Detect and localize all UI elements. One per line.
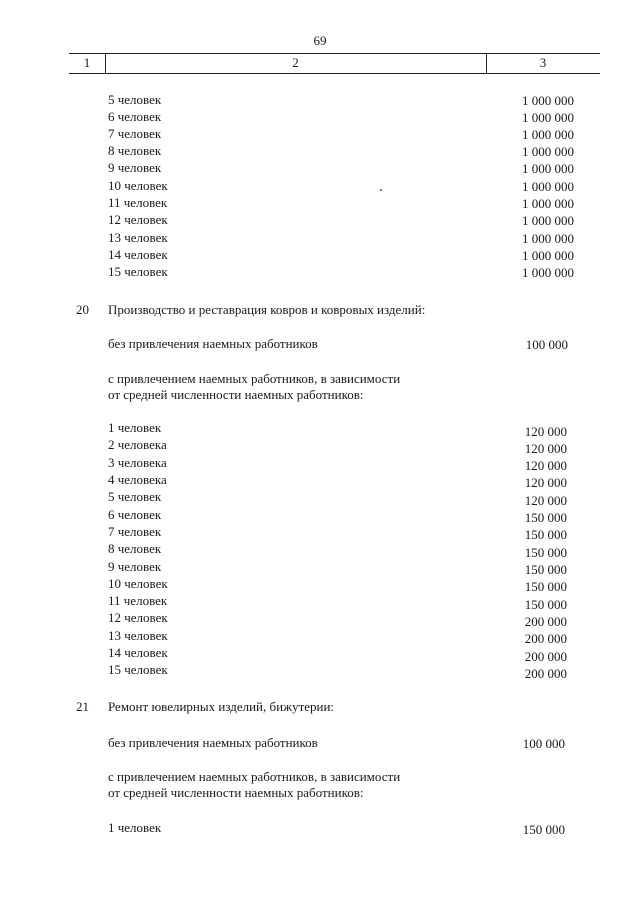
row-value: 200 000 [524, 666, 567, 681]
header-col-3: 3 [539, 55, 547, 70]
row-value: 120 000 [524, 458, 567, 473]
hired-text-line2: от средней численности наемных работников: [108, 387, 364, 402]
row-label: 1 человек [108, 420, 162, 435]
row-value: 200 000 [524, 631, 567, 646]
row-label: 9 человек [108, 559, 162, 574]
row-label: 8 человек [108, 143, 162, 158]
row-value: 1 000 000 [522, 127, 574, 142]
row-value: 150 000 [524, 579, 567, 594]
row-value: 200 000 [524, 649, 567, 664]
row-label: 10 человек [108, 178, 168, 193]
row-label: 11 человек [108, 195, 168, 210]
row-value: 120 000 [524, 424, 567, 439]
page-number: 69 [313, 33, 327, 48]
header-top-rule [69, 53, 600, 54]
row-value: 150 000 [524, 562, 567, 577]
row-value: 150 000 [524, 545, 567, 560]
hired-text-line1: с привлечением наемных работников, в зависимости [108, 371, 401, 386]
row-label: 12 человек [108, 610, 168, 625]
row-label: 2 человека [108, 437, 167, 452]
row-label: 9 человек [108, 160, 162, 175]
table-header [69, 53, 600, 74]
section-number: 21 [76, 699, 89, 714]
row-value: 1 000 000 [522, 231, 574, 246]
no-hired-value: 100 000 [525, 337, 568, 352]
row-value: 1 000 000 [522, 110, 574, 125]
row-value: 150 000 [524, 597, 567, 612]
row-label: 14 человек [108, 645, 168, 660]
row-label: 12 человек [108, 212, 168, 227]
row-label: 10 человек [108, 576, 168, 591]
header-bottom-rule [69, 73, 600, 74]
row-label: 5 человек [108, 92, 162, 107]
row-value: 1 000 000 [522, 144, 574, 159]
header-col-1: 1 [83, 55, 91, 70]
section-title: Производство и реставрация ковров и ковровых изделий: [108, 302, 426, 317]
row-label: 15 человек [108, 264, 168, 279]
row-value: 1 000 000 [522, 196, 574, 211]
row-value: 1 000 000 [522, 179, 574, 194]
row-label: 8 человек [108, 541, 162, 556]
section-title: Ремонт ювелирных изделий, бижутерии: [108, 699, 335, 714]
row-value: 1 000 000 [522, 265, 574, 280]
row-value: 120 000 [524, 441, 567, 456]
row-value: 1 000 000 [522, 248, 574, 263]
row-label: 13 человек [108, 230, 168, 245]
section-number: 20 [76, 302, 89, 317]
row-label: 4 человека [108, 472, 167, 487]
row-label: 14 человек [108, 247, 168, 262]
hired-text-line1: с привлечением наемных работников, в зависимости [108, 769, 401, 784]
row-label: 3 человека [108, 455, 167, 470]
row-value: 1 000 000 [522, 93, 574, 108]
row-label: 13 человек [108, 628, 168, 643]
row-label: 7 человек [108, 524, 162, 539]
row-label: 11 человек [108, 593, 168, 608]
row-value: 150 000 [524, 527, 567, 542]
row-label: 5 человек [108, 489, 162, 504]
row-value: 150 000 [522, 822, 565, 837]
row-label: 7 человек [108, 126, 162, 141]
row-label: 6 человек [108, 109, 162, 124]
header-col-2: 2 [292, 55, 299, 70]
row-label: 6 человек [108, 507, 162, 522]
hired-text-line2: от средней численности наемных работников: [108, 785, 364, 800]
row-label: 15 человек [108, 662, 168, 677]
row-value: 1 000 000 [522, 161, 574, 176]
row-value: 120 000 [524, 475, 567, 490]
row-value: 150 000 [524, 510, 567, 525]
row-value: 120 000 [524, 493, 567, 508]
no-hired-label: без привлечения наемных работников [108, 336, 318, 351]
no-hired-label: без привлечения наемных работников [108, 735, 318, 750]
speck-mark [380, 189, 382, 191]
row-label: 1 человек [108, 820, 162, 835]
row-value: 1 000 000 [522, 213, 574, 228]
no-hired-value: 100 000 [522, 736, 565, 751]
row-value: 200 000 [524, 614, 567, 629]
